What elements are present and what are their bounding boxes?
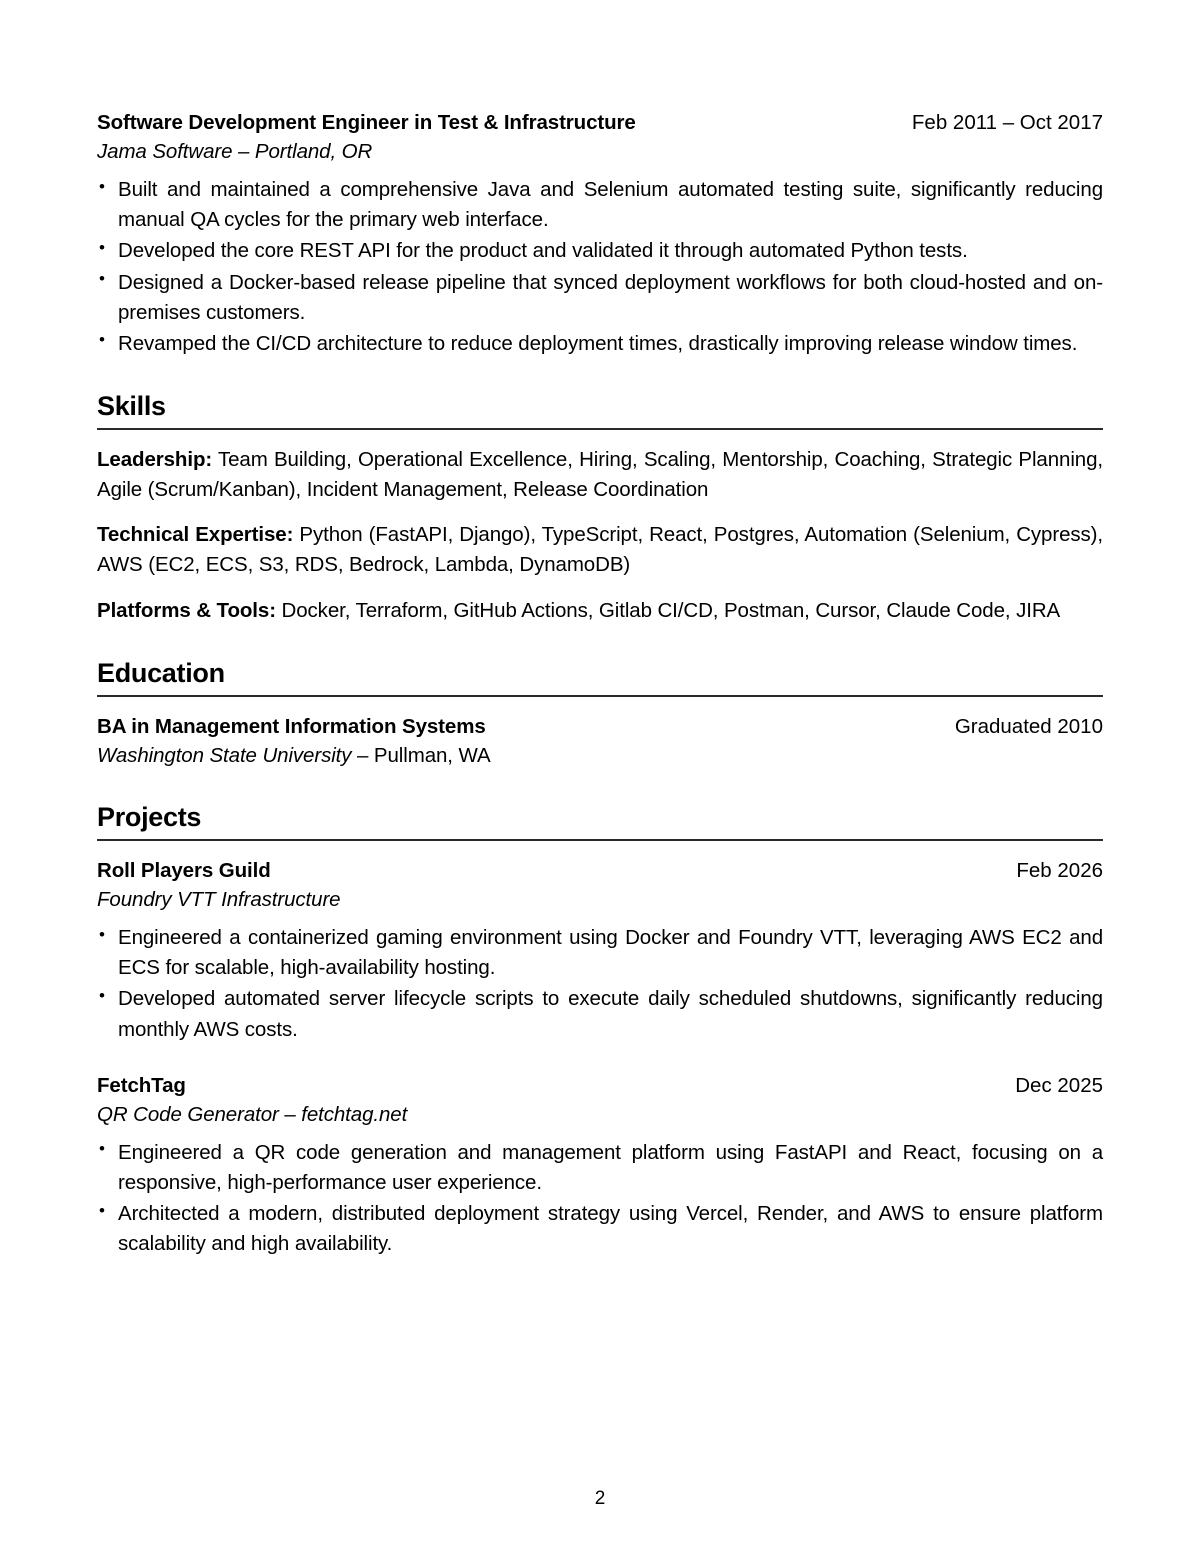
skills-value: Docker, Terraform, GitHub Actions, Gitlab CI/CD, Postman, Cursor, Claude Code, JIRA bbox=[275, 598, 1061, 622]
skills-label: Technical Expertise: bbox=[97, 523, 294, 547]
experience-entry-header bbox=[97, 108, 1103, 137]
list-item: • Developed automated server lifecycle scripts to execute daily scheduled shutdowns, significantly reducing monthly AWS costs. bbox=[97, 984, 1103, 1044]
skills-line-platforms-tools bbox=[97, 596, 1103, 626]
education-entry bbox=[97, 712, 1103, 770]
project-bullet-list bbox=[97, 1138, 1103, 1260]
education-entry-header bbox=[97, 712, 1103, 741]
list-item: • Designed a Docker-based release pipeline that synced deployment workflows for both cloud-hosted and on-premises customers. bbox=[97, 268, 1103, 328]
list-item: • Built and maintained a comprehensive Java and Selenium automated testing suite, significantly reducing manual QA cycles for the primary web interface. bbox=[97, 175, 1103, 235]
section-heading-education: Education bbox=[97, 657, 225, 688]
skills-section bbox=[97, 391, 1103, 626]
list-item: • Engineered a QR code generation and management platform using FastAPI and React, focusing on a responsive, high-performance user experience. bbox=[97, 1138, 1103, 1198]
list-item: • Revamped the CI/CD architecture to reduce deployment times, drastically improving release window times. bbox=[97, 329, 1103, 359]
section-heading-projects: Projects bbox=[97, 801, 202, 832]
skills-line-technical-expertise bbox=[97, 520, 1103, 580]
skills-label: Leadership: bbox=[97, 448, 213, 472]
section-divider bbox=[97, 695, 1103, 697]
experience-company-location: – Portland, OR bbox=[232, 140, 373, 164]
education-section bbox=[97, 658, 1103, 770]
experience-company-line bbox=[97, 137, 1103, 166]
skills-value: Team Building, Operational Excellence, Hiring, Scaling, Mentorship, Coaching, Strategic Planning, Agile (Scrum/Kanban), Incident Management, Release Coordination bbox=[97, 448, 1103, 502]
project-subtitle: Foundry VTT Infrastructure bbox=[97, 888, 341, 912]
education-school-name: Washington State University bbox=[97, 743, 352, 767]
experience-company-name: Jama Software bbox=[97, 140, 233, 164]
skills-line-leadership bbox=[97, 445, 1103, 505]
education-graduation-date: Graduated 2010 bbox=[954, 714, 1103, 738]
list-item: • Engineered a containerized gaming environment using Docker and Foundry VTT, leveraging AWS EC2 and ECS for scalable, high-availability hosting. bbox=[97, 923, 1103, 983]
project-entry bbox=[97, 856, 1103, 1045]
experience-job-title: Software Development Engineer in Test & Infrastructure bbox=[97, 111, 636, 134]
skills-value: Python (FastAPI, Django), TypeScript, React, Postgres, Automation (Selenium, Cypress), AWS (EC2, ECS, S3, RDS, Bedrock, Lambda, DynamoDB) bbox=[97, 523, 1103, 577]
project-name: FetchTag bbox=[97, 1073, 186, 1097]
resume-content bbox=[97, 94, 1103, 1260]
project-subtitle: QR Code Generator – fetchtag.net bbox=[97, 1102, 408, 1126]
education-school-location: – Pullman, WA bbox=[351, 743, 491, 767]
project-bullet-list bbox=[97, 923, 1103, 1045]
experience-entry bbox=[97, 108, 1103, 359]
section-divider bbox=[97, 839, 1103, 841]
experience-bullet-list bbox=[97, 175, 1103, 359]
page-number: 2 bbox=[594, 1488, 606, 1509]
project-entry-header bbox=[97, 1071, 1103, 1100]
list-item: • Architected a modern, distributed deployment strategy using Vercel, Render, and AWS to ensure platform scalability and high availability. bbox=[97, 1199, 1103, 1259]
list-item: • Developed the core REST API for the product and validated it through automated Python tests. bbox=[97, 236, 1103, 266]
project-date: Dec 2025 bbox=[1015, 1073, 1103, 1097]
projects-section bbox=[97, 802, 1103, 1259]
project-entry bbox=[97, 1071, 1103, 1260]
project-date: Feb 2026 bbox=[1016, 858, 1103, 882]
project-entry-header bbox=[97, 856, 1103, 885]
section-divider bbox=[97, 428, 1103, 430]
project-name: Roll Players Guild bbox=[97, 858, 271, 882]
skills-label: Platforms & Tools: bbox=[97, 598, 276, 622]
education-degree: BA in Management Information Systems bbox=[97, 714, 486, 738]
experience-date-range: Feb 2011 – Oct 2017 bbox=[911, 111, 1103, 134]
section-heading-skills: Skills bbox=[97, 390, 166, 421]
education-school-line bbox=[97, 741, 1103, 770]
